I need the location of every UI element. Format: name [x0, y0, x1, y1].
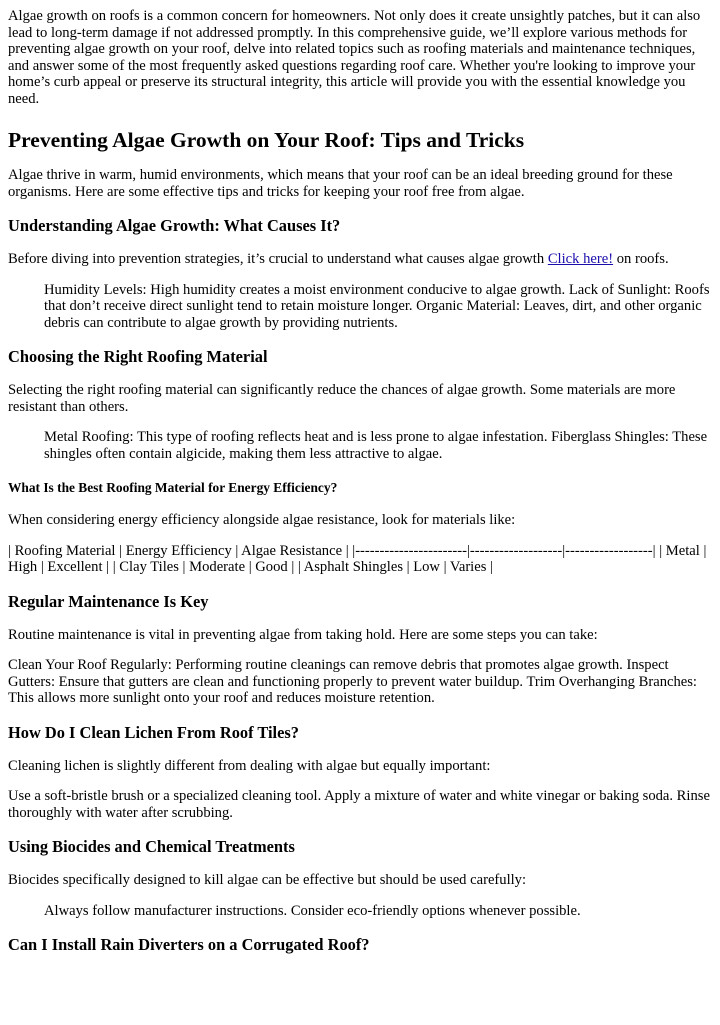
- lichen-heading: How Do I Clean Lichen From Roof Tiles?: [8, 722, 299, 742]
- energy-table-text: | Roofing Material | Energy Efficiency | Algae Resistance | |-----------------------|-------------------|------------------| | Metal | High | Excellent | | Clay Tiles | Moderate | Good | | Asphalt Shingles | Low | Varies |: [8, 542, 707, 575]
- causes-text-before: Before diving into prevention strategies, it’s crucial to understand what causes algae growth: [8, 251, 548, 267]
- material-quote-text: Metal Roofing: This type of roofing reflects heat and is less prone to algae infestation. Fiberglass Shingles: These shingles often contain algicide, making them less attractive to algae.: [44, 429, 708, 462]
- maintenance-steps: Clean Your Roof Regularly: Performing routine cleanings can remove debris that promotes algae growth. Inspect Gutters: Ensure that gutters are clean and functioning properly to prevent water buildup. Trim Overhanging Branches: This allows more sunlight onto your roof and reduces moisture retention.: [8, 657, 697, 706]
- causes-quote: [44, 282, 712, 332]
- maintenance-paragraph: Routine maintenance is vital in preventing algae from taking hold. Here are some steps you can take:: [8, 626, 598, 643]
- page-title: Preventing Algae Growth on Your Roof: Tips and Tricks: [8, 128, 525, 152]
- energy-heading: What Is the Best Roofing Material for Energy Efficiency?: [8, 480, 338, 495]
- material-paragraph: Selecting the right roofing material can significantly reduce the chances of algae growth. Some materials are more resistant than others.: [8, 382, 676, 415]
- material-heading: Choosing the Right Roofing Material: [8, 347, 268, 366]
- title-paragraph: Algae thrive in warm, humid environments, which means that your roof can be an ideal breeding ground for these organisms. Here are some effective tips and tricks for keeping your roof free from algae.: [8, 167, 673, 200]
- article: [0, 8, 720, 955]
- causes-heading: Understanding Algae Growth: What Causes It?: [8, 216, 341, 235]
- biocides-quote-text: Always follow manufacturer instructions. Consider eco-friendly options whenever possible.: [44, 902, 581, 919]
- biocides-heading: Using Biocides and Chemical Treatments: [8, 837, 295, 856]
- energy-paragraph: When considering energy efficiency alongside algae resistance, look for materials like:: [8, 512, 516, 528]
- click-here-link[interactable]: Click here!: [547, 251, 614, 267]
- maintenance-heading: Regular Maintenance Is Key: [8, 591, 209, 611]
- causes-text-after: on roofs.: [613, 251, 669, 267]
- material-quote: [44, 429, 712, 462]
- diverters-heading: Can I Install Rain Diverters on a Corrugated Roof?: [8, 935, 370, 954]
- intro-paragraph: Algae growth on roofs is a common concern for homeowners. Not only does it create unsightly patches, but it can also lead to long-term damage if not addressed promptly. In this comprehensive guide, we’ll explore various methods for preventing algae growth on your roof, delve into related topics such as roofing materials and maintenance techniques, and answer some of the most frequently asked questions regarding roof care. Whether you're looking to improve your home’s curb appeal or preserve its structural integrity, this article will provide you with the essential knowledge you need.: [8, 8, 701, 107]
- lichen-steps: Use a soft-bristle brush or a specialized cleaning tool. Apply a mixture of water and white vinegar or baking soda. Rinse thoroughly with water after scrubbing.: [8, 788, 710, 821]
- lichen-paragraph: Cleaning lichen is slightly different from dealing with algae but equally important:: [8, 757, 491, 774]
- causes-quote-text: Humidity Levels: High humidity creates a moist environment conducive to algae growth. Lack of Sunlight: Roofs that don’t receive direct sunlight tend to retain moisture longer. Organic Material: Leaves, dirt, and other organic debris can contribute to algae growth by providing nutrients.: [44, 281, 710, 331]
- causes-paragraph: [8, 251, 712, 268]
- biocides-paragraph: Biocides specifically designed to kill algae can be effective but should be used carefully:: [8, 872, 527, 888]
- biocides-quote: [44, 903, 712, 920]
